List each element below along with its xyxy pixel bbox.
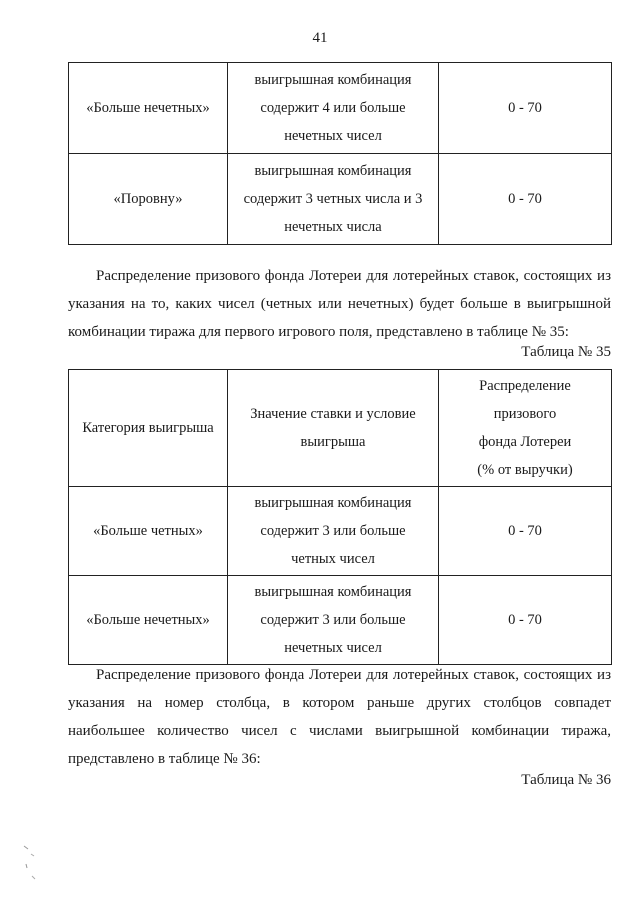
header-condition — [228, 370, 439, 487]
table-row — [69, 576, 612, 665]
header-line: фонда Лотереи — [478, 434, 572, 450]
page-number: 41 — [312, 30, 328, 46]
condition-line: четных чисел — [291, 551, 375, 567]
condition-line: содержит 4 или больше — [260, 100, 406, 116]
share-cell: 0 - 70 — [439, 154, 612, 245]
table-row — [69, 63, 612, 154]
header-category: Категория выигрыша — [69, 370, 228, 487]
condition-line: выигрышная комбинация — [254, 163, 412, 179]
scan-artifact-marks — [22, 842, 42, 886]
table-row — [69, 487, 612, 576]
condition-cell — [228, 487, 439, 576]
condition-cell — [228, 154, 439, 245]
share-cell: 0 - 70 — [439, 576, 612, 665]
table-35-caption: Таблица № 35 — [521, 344, 611, 360]
category-cell: «Больше четных» — [69, 487, 228, 576]
header-line: Распределение призового — [479, 378, 571, 422]
condition-line: содержит 3 или больше — [260, 612, 406, 628]
condition-cell — [228, 63, 439, 154]
condition-line: выигрышная комбинация — [254, 584, 412, 600]
condition-line: содержит 3 или больше — [260, 523, 406, 539]
paragraph-table-35-intro: Распределение призового фонда Лотереи для лотерейных ставок, состоящих из указания на то, каких чисел (четных или нечетных) будет больше в выигрышной комбинации тиража для первого игрового поля, представлено в таблице № 35: — [68, 268, 611, 340]
table-continuation — [68, 62, 612, 245]
table-36-caption: Таблица № 36 — [521, 772, 611, 788]
condition-line: выигрышная комбинация — [254, 72, 412, 88]
paragraph-table-36-intro: Распределение призового фонда Лотереи для лотерейных ставок, состоящих из указания на номер столбца, в котором раньше других столбцов совпадет наибольшее количество чисел с числами выигрышной комбинации тиража, представлено в таблице № 36: — [68, 667, 611, 767]
condition-line: содержит 3 четных числа и 3 — [243, 191, 423, 207]
condition-line: выигрышная комбинация — [254, 495, 412, 511]
condition-line: нечетных числа — [284, 219, 382, 235]
condition-line: нечетных чисел — [284, 128, 382, 144]
category-cell: «Больше нечетных» — [69, 576, 228, 665]
condition-cell — [228, 576, 439, 665]
header-line: Значение ставки и условие — [250, 406, 416, 422]
header-share — [439, 370, 612, 487]
table-row — [69, 154, 612, 245]
header-line: (% от выручки) — [477, 462, 573, 478]
share-cell: 0 - 70 — [439, 487, 612, 576]
category-cell: «Поровну» — [69, 154, 228, 245]
share-cell: 0 - 70 — [439, 63, 612, 154]
header-line: выигрыша — [300, 434, 366, 450]
table-header-row — [69, 370, 612, 487]
condition-line: нечетных чисел — [284, 640, 382, 656]
table-35 — [68, 369, 612, 665]
category-cell: «Больше нечетных» — [69, 63, 228, 154]
